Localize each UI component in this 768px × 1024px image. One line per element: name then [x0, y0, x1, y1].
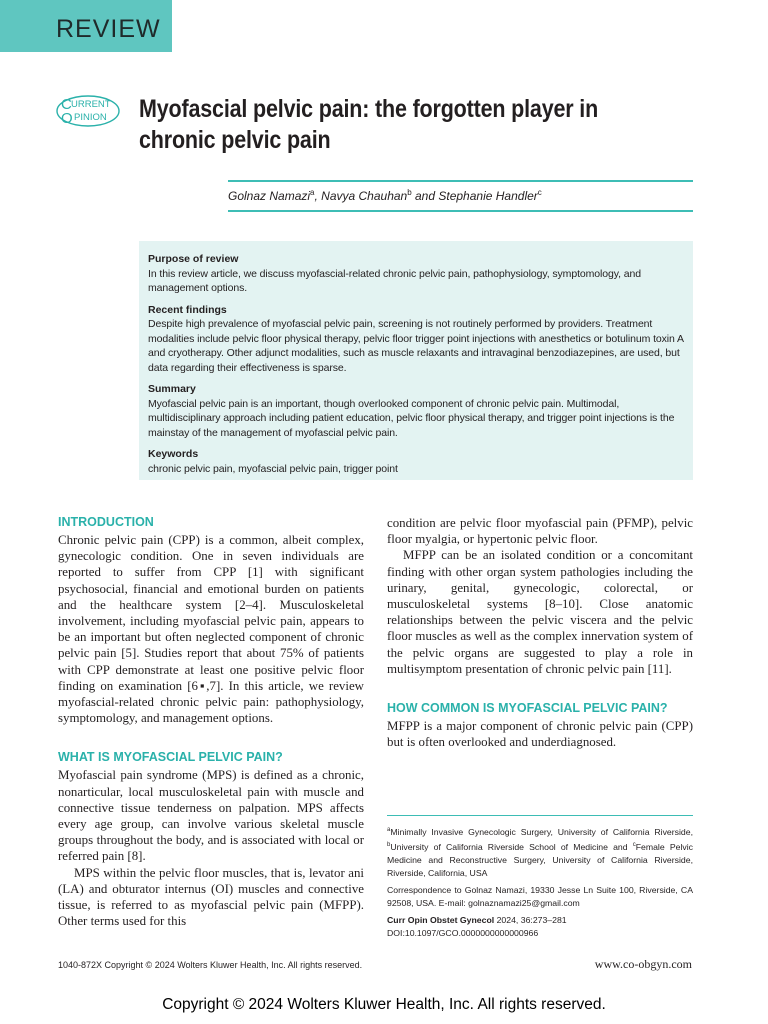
logo-line2: PINION: [74, 112, 107, 123]
author-affil: b: [407, 188, 412, 197]
logo-c: C: [61, 96, 72, 113]
author-affil: c: [537, 188, 542, 197]
intro-paragraph: Chronic pelvic pain (CPP) is a common, albeit complex, gynecologic condition. One in seven individuals are reported to suffer from CPP [1] with significant psychosocial, financial and emotional burden on patients and the healthcare system [2–4]. Musculoskeletal involvement, including myofascial pelvic pain, appears to be an important but often neglected component of chronic pelvic pain [5]. Studies report that about 75% of patients with CPP demonstrate at least one positive pelvic floor finding on examination [6▪,7]. In this article, we review myofascial-related chronic pelvic pain: pathophysiology, symptomology, and management options.: [58, 533, 364, 726]
what-heading: WHAT IS MYOFASCIAL PELVIC PAIN?: [58, 750, 283, 765]
journal-url[interactable]: www.co-obgyn.com: [594, 957, 692, 971]
author-name: Stephanie Handler: [438, 189, 538, 203]
mfpp-paragraph: MFPP can be an isolated condition or a concomitant finding with other organ system pathologies including the urinary, genital, gynecologic, colorectal, or musculoskeletal systems [8–10]. Close anatomic relationships between the pelvic viscera and the pelvic floor muscles as well as the complex innervation system of the pelvic organs are suggested to play a role in multisymptom presentation of chronic pelvic pain [11].: [387, 548, 693, 676]
doi: DOI:10.1097/GCO.0000000000000966: [387, 927, 539, 938]
summary-text: Myofascial pelvic pain is an important, though overlooked component of chronic pelvic pain. Multimodal, multidisciplinary approach including patient education, pelvic floor physical therapy, and trigger point injections is the mainstay of the management of myofascial pelvic pain.: [148, 397, 675, 439]
logo-o: O: [61, 110, 73, 127]
abstract-box: [139, 241, 693, 480]
what-paragraph-2: MPS within the pelvic floor muscles, that is, levator ani (LA) and obturator internus (OI) muscles and connective tissue, is referred to as myofascial pelvic pain (MFPP). Other terms used for this: [58, 865, 364, 929]
article-title: Myofascial pelvic pain: the forgotten player in chronic pelvic pain: [139, 95, 599, 154]
section-tab: REVIEW: [0, 0, 172, 52]
author-list: Golnaz Namazi$^a$, Navya Chauhan$^b$ and Stephanie Handler$^c$: [228, 188, 542, 203]
affiliations: $^a$Minimally Invasive Gynecologic Surgery, University of California Riverside, $^b$University of California Riverside School of Medicine and $^c$Female Pelvic Medicine and Reconstructive Surgery, University of California Riverside, Riverside, California, USA: [387, 826, 693, 878]
purpose-text: In this review article, we discuss myofascial-related chronic pelvic pain, pathophysiology, symptomology, and management options.: [148, 267, 641, 294]
findings-heading: Recent findings: [148, 303, 227, 316]
summary-heading: Summary: [148, 383, 196, 395]
continued-paragraph: condition are pelvic floor myofascial pain (PFMP), pelvic floor myalgia, or hypertonic pelvic floor.: [387, 516, 693, 547]
purpose-heading: Purpose of review: [148, 253, 239, 265]
authors-top-rule: [228, 180, 693, 182]
page-copyright: Copyright © 2024 Wolters Kluwer Health, Inc. All rights reserved.: [162, 996, 606, 1013]
journal-citation: Curr Opin Obstet Gynecol 2024, 36:273–281: [387, 914, 567, 925]
authors-bottom-rule: [228, 210, 693, 212]
body-column-right: [387, 515, 693, 750]
current-opinion-logo: [55, 94, 121, 128]
correspondence: Correspondence to Golnaz Namazi, 19330 Jesse Ln Suite 100, Riverside, CA 92508, USA. E-mail: golnaznamazi25@gmail.com: [387, 884, 693, 908]
footnotes: [387, 824, 693, 944]
footnote-rule: [387, 815, 693, 816]
body-column-left: [58, 515, 364, 929]
footer-copyright-issn: 1040-872X Copyright © 2024 Wolters Kluwer Health, Inc. All rights reserved.: [58, 960, 363, 970]
common-paragraph: MFPP is a major component of chronic pelvic pain (CPP) but is often overlooked and underdiagnosed.: [387, 719, 693, 750]
logo-line1: URRENT: [71, 99, 111, 110]
what-paragraph-1: Myofascial pain syndrome (MPS) is defined as a chronic, nonarticular, local musculoskeletal pain with muscle and connective tissue tenderness on palpation. MPS affects every age group, can involve various skeletal muscle groups throughout the body, and is associated with local or referred pain [8].: [58, 768, 364, 864]
author-affil: a: [310, 188, 315, 197]
findings-text: Despite high prevalence of myofascial pelvic pain, screening is not routinely performed by providers. Treatment modalities include pelvic floor physical therapy, pelvic floor trigger point injections with anesthetics or botulinum toxin A and cryotherapy. Other adjunct modalities, such as muscle relaxants and intravaginal benzodiazepines, are used, but data regarding their effectiveness is sparse.: [148, 318, 684, 374]
author-name: Navya Chauhan: [321, 189, 408, 203]
common-heading: HOW COMMON IS MYOFASCIAL PELVIC PAIN?: [387, 701, 668, 716]
keywords-text: chronic pelvic pain, myofascial pelvic pain, trigger point: [148, 462, 398, 475]
keywords-heading: Keywords: [148, 448, 199, 460]
author-name: Golnaz Namazi: [228, 189, 311, 203]
intro-heading: INTRODUCTION: [58, 515, 154, 529]
